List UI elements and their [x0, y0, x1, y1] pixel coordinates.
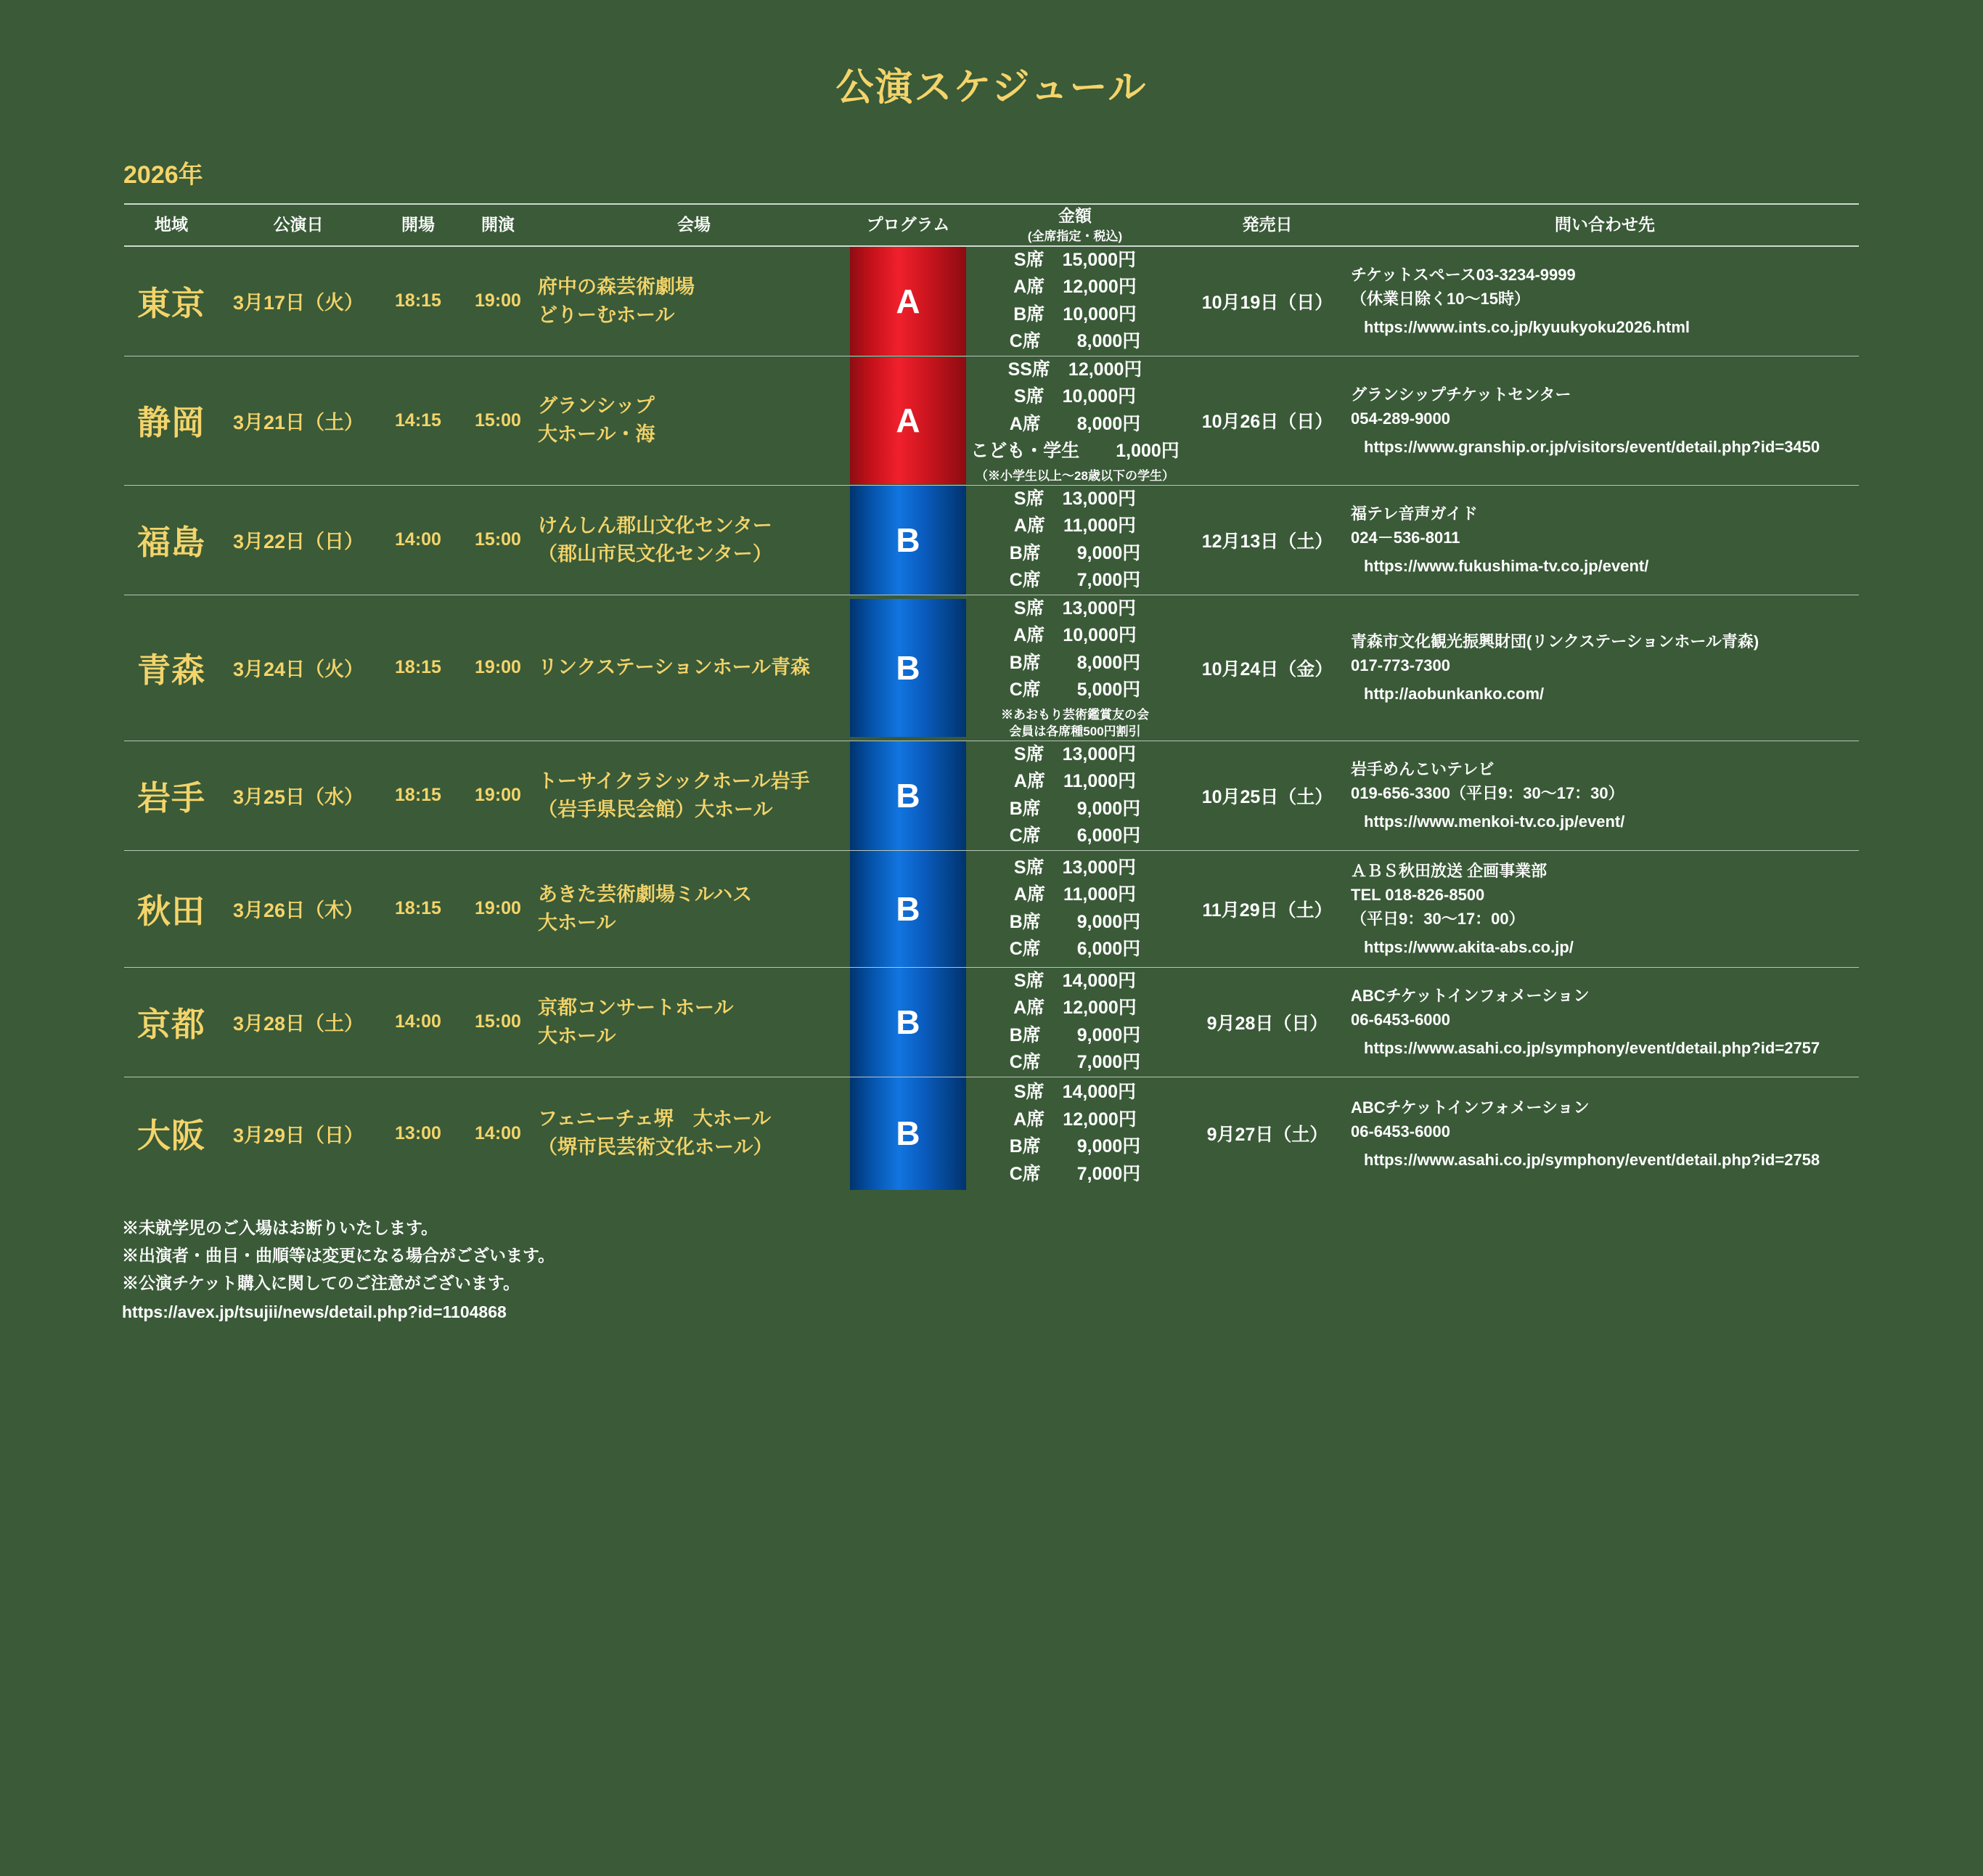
venue-line: 大ホール — [538, 1024, 616, 1047]
program-badge: B — [850, 968, 966, 1077]
cell-start-time: 14:00 — [475, 1122, 521, 1143]
contact-url[interactable]: https://www.fukushima-tv.co.jp/event/ — [1364, 557, 1649, 576]
column-header-region: 地域 — [124, 204, 218, 246]
table-row — [124, 850, 1859, 967]
cell-onsale-date: 10月24日（金） — [1201, 658, 1333, 680]
venue-line: 府中の森芸術劇場 — [538, 275, 695, 298]
cell-open-time: 18:15 — [395, 657, 441, 678]
cell-contact — [1351, 356, 1859, 485]
cell-onsale-date: 9月28日（日） — [1206, 1013, 1328, 1034]
cell-onsale-date: 11月29日（土） — [1202, 900, 1333, 921]
cell-region: 東京 — [137, 284, 205, 322]
table-row — [124, 246, 1859, 356]
cell-price — [966, 741, 1184, 850]
price-line: S席 13,000円 — [1013, 488, 1137, 509]
cell-date: 3月25日（水） — [232, 786, 364, 809]
footnote-line: ※未就学児のご入場はお断りいたします。 — [122, 1218, 438, 1237]
contact-url[interactable]: https://www.granship.or.jp/visitors/event/detail.php?id=3450 — [1364, 437, 1820, 456]
cell-date: 3月29日（日） — [232, 1124, 364, 1146]
price-line: B席 8,000円 — [1009, 652, 1141, 673]
cell-venue — [538, 595, 850, 741]
price-line: B席 9,000円 — [1009, 911, 1141, 932]
price-line: B席 9,000円 — [1009, 798, 1141, 819]
venue-line: グランシップ — [538, 395, 655, 417]
price-line: C席 7,000円 — [1009, 1163, 1141, 1184]
contact-line: チケットスペース03-3234-9999 — [1351, 266, 1576, 285]
cell-start-time: 15:00 — [475, 1011, 521, 1032]
column-header-start: 開演 — [458, 204, 538, 246]
cell-region: 静岡 — [137, 404, 205, 442]
venue-line: 大ホール — [538, 911, 616, 934]
price-line: S席 10,000円 — [1013, 386, 1137, 407]
footnotes — [122, 1215, 1983, 1326]
column-header-price-main: 金額 — [1058, 206, 1092, 225]
cell-contact — [1351, 485, 1859, 595]
price-line: S席 13,000円 — [1013, 743, 1137, 764]
price-line: こども・学生 1,000円 — [970, 441, 1179, 462]
cell-start-time: 19:00 — [475, 290, 521, 311]
cell-program — [850, 246, 966, 356]
footnote-line: ※出演者・曲目・曲順等は変更になる場合がございます。 — [122, 1245, 555, 1265]
cell-date: 3月22日（日） — [232, 531, 364, 553]
cell-start-time: 19:00 — [475, 785, 521, 806]
contact-line: 054-289-9000 — [1351, 409, 1451, 428]
schedule-table — [124, 203, 1859, 1190]
price-line: A席 12,000円 — [1013, 998, 1137, 1019]
contact-line: 024－536-8011 — [1351, 529, 1460, 547]
table-row — [124, 741, 1859, 850]
price-line: A席 11,000円 — [1013, 515, 1137, 537]
cell-onsale-date: 10月19日（日） — [1201, 292, 1333, 313]
program-badge: B — [850, 741, 966, 850]
price-line: S席 13,000円 — [1013, 598, 1137, 619]
table-row — [124, 356, 1859, 485]
cell-onsale-date: 12月13日（土） — [1201, 531, 1333, 552]
program-badge: A — [850, 247, 966, 356]
cell-venue — [538, 356, 850, 485]
contact-line: TEL 018-826-8500 — [1351, 885, 1485, 904]
venue-line: 大ホール・海 — [538, 423, 655, 446]
price-note: ※あおもり芸術鑑賞友の会 会員は各席種500円割引 — [1001, 707, 1149, 738]
contact-line: 06-6453-6000 — [1351, 1122, 1451, 1141]
cell-contact — [1351, 741, 1859, 850]
cell-region: 秋田 — [137, 892, 205, 930]
price-line: B席 9,000円 — [1009, 542, 1141, 563]
cell-region: 京都 — [137, 1005, 205, 1043]
price-line: C席 5,000円 — [1009, 680, 1141, 701]
price-line: S席 14,000円 — [1013, 970, 1137, 991]
price-line: SS席 12,000円 — [1007, 359, 1142, 380]
contact-line: 岩手めんこいテレビ — [1351, 760, 1495, 779]
contact-line: ＡＢＳ秋田放送 企画事業部 — [1351, 861, 1547, 880]
cell-program — [850, 595, 966, 741]
cell-start-time: 19:00 — [475, 898, 521, 919]
venue-line: フェニーチェ堺 大ホール — [538, 1108, 772, 1130]
cell-start-time: 15:00 — [475, 409, 521, 431]
contact-line: グランシップチケットセンター — [1351, 385, 1571, 404]
price-line: A席 10,000円 — [1013, 625, 1137, 646]
table-row — [124, 485, 1859, 595]
cell-open-time: 14:00 — [395, 529, 441, 550]
contact-line: ABCチケットインフォメーション — [1351, 987, 1590, 1006]
column-header-program: プログラム — [850, 204, 966, 246]
cell-contact — [1351, 1077, 1859, 1190]
cell-price — [966, 1077, 1184, 1190]
contact-line: 017-773-7300 — [1351, 656, 1451, 675]
footnote-line: ※公演チケット購入に関してのご注意がございます。 — [122, 1273, 520, 1292]
price-line: A席 11,000円 — [1013, 771, 1137, 792]
table-header-row — [124, 204, 1859, 246]
program-badge: A — [850, 357, 966, 484]
page-title: 公演スケジュール — [835, 67, 1148, 109]
cell-date: 3月28日（土） — [232, 1013, 364, 1035]
contact-line: 019-656-3300（平日9：30〜17：30） — [1351, 784, 1624, 803]
venue-line: （堺市民芸術文化ホール） — [538, 1136, 773, 1159]
contact-line: 06-6453-6000 — [1351, 1011, 1451, 1029]
cell-price — [966, 967, 1184, 1077]
cell-open-time: 18:15 — [395, 785, 441, 806]
column-header-contact: 問い合わせ先 — [1351, 204, 1859, 246]
price-line: S席 15,000円 — [1013, 249, 1137, 270]
contact-line: 青森市文化観光振興財団(リンクステーションホール青森) — [1351, 632, 1759, 651]
cell-price — [966, 485, 1184, 595]
contact-url[interactable]: http://aobunkanko.com/ — [1364, 685, 1545, 704]
cell-price — [966, 246, 1184, 356]
table-head — [124, 204, 1859, 246]
cell-contact — [1351, 967, 1859, 1077]
venue-line: あきた芸術劇場ミルハス — [538, 883, 753, 905]
cell-onsale-date: 9月27日（土） — [1206, 1125, 1328, 1146]
column-header-venue: 会場 — [538, 204, 850, 246]
column-header-onsale: 発売日 — [1184, 204, 1351, 246]
cell-open-time: 18:15 — [395, 898, 441, 919]
cell-onsale-date: 10月26日（日） — [1201, 412, 1333, 433]
cell-open-time: 14:15 — [395, 409, 441, 431]
price-line: B席 10,000円 — [1013, 303, 1137, 325]
venue-line: （岩手県民会館）大ホール — [538, 798, 773, 820]
venue-line: 京都コンサートホール — [538, 996, 734, 1019]
cell-venue — [538, 967, 850, 1077]
cell-date: 3月26日（木） — [232, 900, 364, 922]
cell-program — [850, 850, 966, 967]
contact-url[interactable]: https://www.ints.co.jp/kyuukyoku2026.html — [1364, 318, 1690, 337]
cell-region: 福島 — [137, 523, 205, 561]
venue-line: どりーむホール — [538, 303, 675, 326]
cell-venue — [538, 850, 850, 967]
cell-region: 青森 — [137, 651, 205, 689]
cell-program — [850, 741, 966, 850]
contact-line: 福テレ音声ガイド — [1351, 505, 1478, 523]
venue-line: けんしん郡山文化センター — [538, 514, 772, 537]
cell-venue — [538, 741, 850, 850]
cell-onsale-date: 10月25日（土） — [1201, 786, 1333, 807]
program-badge: B — [850, 486, 966, 595]
cell-date: 3月21日（土） — [232, 411, 364, 433]
cell-contact — [1351, 595, 1859, 741]
program-badge: B — [850, 599, 966, 737]
cell-price — [966, 356, 1184, 485]
price-line: B席 9,000円 — [1009, 1024, 1141, 1045]
price-line: C席 6,000円 — [1009, 825, 1141, 847]
cell-price — [966, 595, 1184, 741]
cell-region: 岩手 — [137, 778, 205, 817]
table-row — [124, 1077, 1859, 1190]
table-row — [124, 967, 1859, 1077]
price-line: S席 14,000円 — [1013, 1082, 1137, 1103]
column-header-date: 公演日 — [218, 204, 378, 246]
cell-open-time: 13:00 — [395, 1122, 441, 1143]
cell-program — [850, 967, 966, 1077]
price-line: A席 8,000円 — [1009, 413, 1141, 434]
cell-start-time: 15:00 — [475, 529, 521, 550]
cell-price — [966, 850, 1184, 967]
column-header-price-sub: (全席指定・税込) — [1027, 229, 1123, 244]
cell-contact — [1351, 246, 1859, 356]
price-line: C席 8,000円 — [1009, 331, 1141, 352]
cell-program — [850, 356, 966, 485]
cell-venue — [538, 485, 850, 595]
price-line: A席 12,000円 — [1013, 1109, 1137, 1130]
cell-contact — [1351, 850, 1859, 967]
price-line: C席 6,000円 — [1009, 939, 1141, 960]
price-line: S席 13,000円 — [1013, 857, 1137, 878]
year-label: 2026年 — [123, 161, 203, 189]
price-line: A席 11,000円 — [1013, 884, 1137, 905]
table-row — [124, 595, 1859, 741]
footnote-url[interactable]: https://avex.jp/tsujii/news/detail.php?id=1104868 — [122, 1302, 507, 1321]
price-note: （※小学生以上〜28歳以下の学生） — [976, 468, 1174, 483]
table-body — [124, 246, 1859, 1190]
price-line: A席 12,000円 — [1013, 277, 1137, 298]
contact-line: （平日9：30〜17：00） — [1351, 909, 1525, 928]
cell-venue — [538, 1077, 850, 1190]
contact-url[interactable]: https://www.asahi.co.jp/symphony/event/detail.php?id=2758 — [1364, 1150, 1820, 1169]
column-header-open: 開場 — [378, 204, 458, 246]
contact-line: ABCチケットインフォメーション — [1351, 1098, 1590, 1117]
price-line: B席 9,000円 — [1009, 1136, 1141, 1157]
cell-region: 大阪 — [137, 1117, 205, 1155]
column-header-price — [966, 204, 1184, 246]
cell-start-time: 19:00 — [475, 657, 521, 678]
cell-open-time: 18:15 — [395, 290, 441, 311]
program-badge: B — [850, 851, 966, 967]
cell-date: 3月24日（火） — [232, 658, 364, 681]
contact-url[interactable]: https://www.asahi.co.jp/symphony/event/detail.php?id=2757 — [1364, 1039, 1820, 1058]
cell-program — [850, 485, 966, 595]
program-badge: B — [850, 1077, 966, 1190]
venue-line: （郡山市民文化センター） — [538, 542, 772, 565]
cell-program — [850, 1077, 966, 1190]
price-line: C席 7,000円 — [1009, 1052, 1141, 1073]
cell-venue — [538, 246, 850, 356]
price-line: C席 7,000円 — [1009, 570, 1141, 591]
venue-line: リンクステーションホール青森 — [538, 656, 811, 679]
contact-url[interactable]: https://www.menkoi-tv.co.jp/event/ — [1364, 812, 1625, 831]
contact-line: （休業日除く10〜15時） — [1351, 290, 1530, 309]
cell-date: 3月17日（火） — [232, 292, 364, 314]
venue-line: トーサイクラシックホール岩手 — [538, 770, 810, 792]
cell-open-time: 14:00 — [395, 1011, 441, 1032]
contact-url[interactable]: https://www.akita-abs.co.jp/ — [1364, 937, 1574, 956]
